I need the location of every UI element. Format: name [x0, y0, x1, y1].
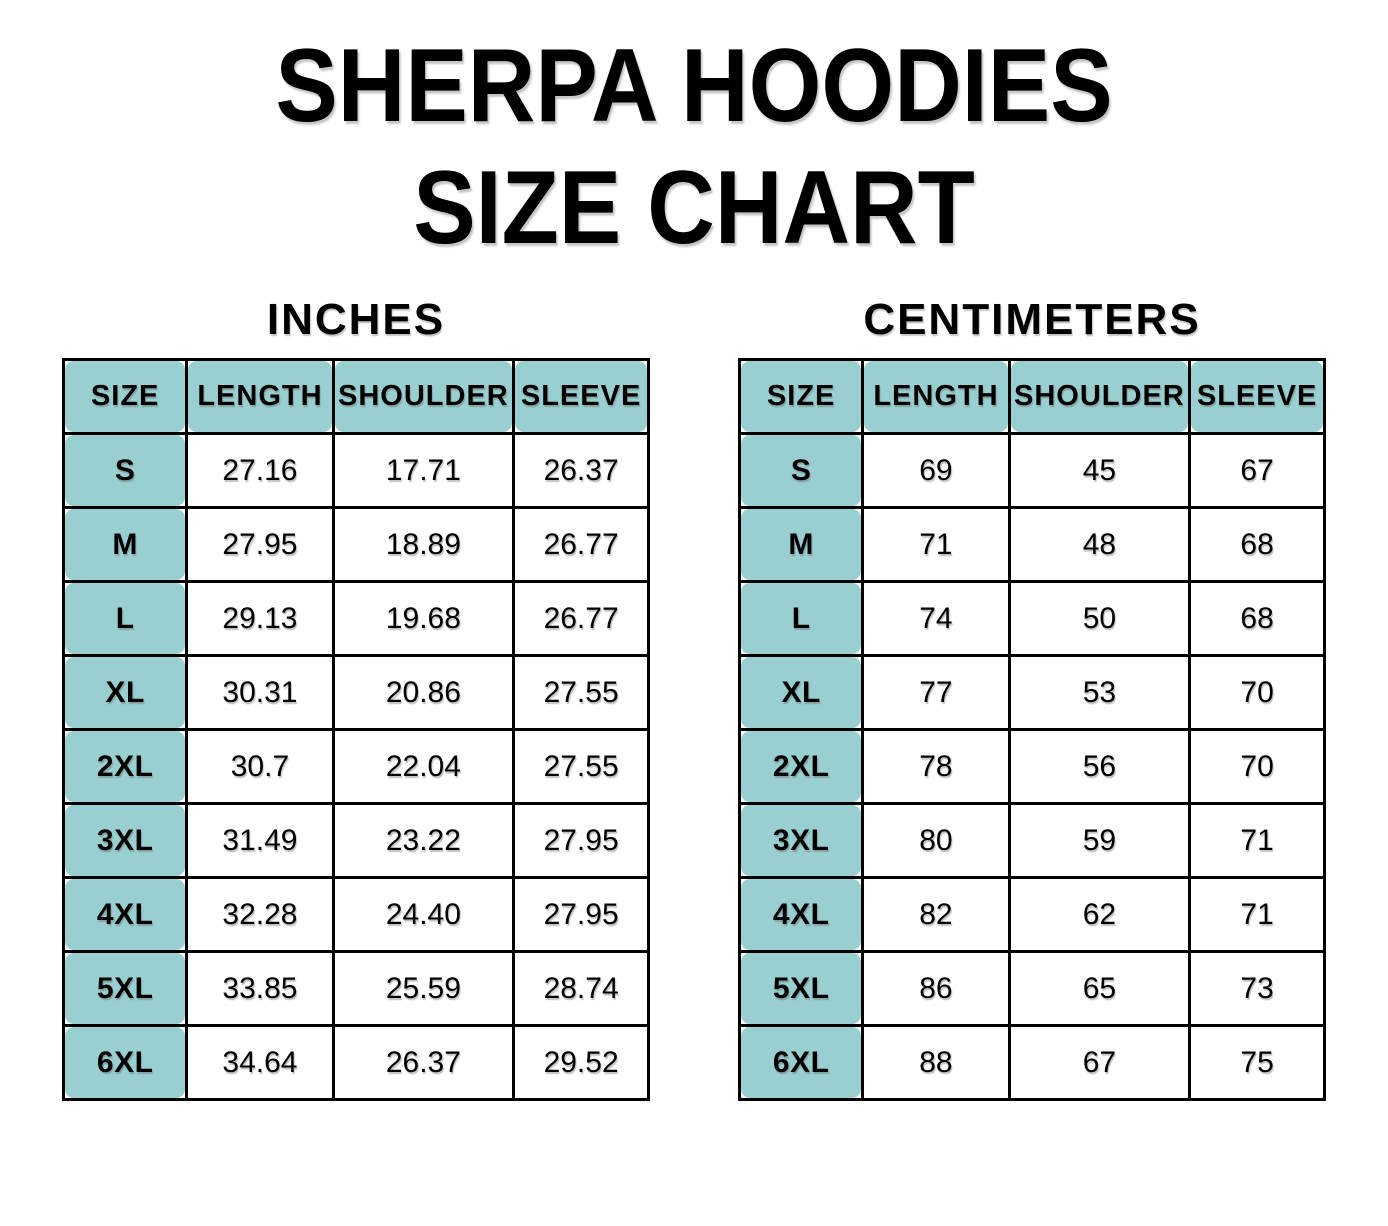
measurement-value: 50 [1082, 601, 1117, 635]
measurement-cell [1190, 1026, 1325, 1100]
measurement-cell [187, 730, 333, 804]
table-row [64, 730, 649, 804]
measurement-value: 26.77 [543, 601, 619, 635]
measurement-value: 29.13 [222, 601, 298, 635]
size-label: 6XL [96, 1045, 154, 1079]
size-label: 3XL [772, 823, 830, 857]
column-header-label: SHOULDER [338, 380, 509, 413]
size-label: L [115, 601, 135, 635]
table-row [740, 730, 1325, 804]
measurement-value: 48 [1082, 527, 1117, 561]
inches-table-section [62, 295, 650, 1101]
measurement-value: 22.04 [385, 749, 461, 783]
measurement-value: 68 [1240, 527, 1274, 561]
measurement-value: 45 [1082, 453, 1117, 487]
measurement-cell [863, 656, 1009, 730]
measurement-cell [863, 508, 1009, 582]
column-header-sleeve [514, 360, 649, 434]
table-row [740, 1026, 1325, 1100]
measurement-value: 27.95 [543, 897, 619, 931]
column-header-label: SIZE [766, 380, 836, 413]
column-header-shoulder [1009, 360, 1190, 434]
table-row [740, 508, 1325, 582]
size-cell [64, 1026, 187, 1100]
table-row [740, 582, 1325, 656]
table-row [740, 656, 1325, 730]
measurement-value: 82 [919, 897, 953, 931]
measurement-value: 71 [919, 527, 953, 561]
measurement-cell [1190, 582, 1325, 656]
size-cell [64, 582, 187, 656]
measurement-cell [514, 434, 649, 508]
column-header-label: SHOULDER [1014, 380, 1185, 413]
measurement-value: 69 [919, 453, 953, 487]
measurement-value: 17.71 [385, 453, 461, 487]
header-row [64, 360, 649, 434]
measurement-cell [1009, 508, 1190, 582]
measurement-cell [333, 952, 514, 1026]
column-header-size [64, 360, 187, 434]
measurement-value: 26.77 [543, 527, 619, 561]
size-cell [64, 434, 187, 508]
column-header-label: LENGTH [197, 380, 323, 413]
measurement-cell [333, 1026, 514, 1100]
measurement-value: 59 [1082, 823, 1117, 857]
measurement-cell [187, 878, 333, 952]
size-label: 3XL [96, 823, 154, 857]
measurement-value: 27.95 [222, 527, 298, 561]
size-label: 5XL [96, 971, 154, 1005]
centimeters-unit-label: CENTIMETERS [863, 295, 1201, 345]
measurement-cell [863, 582, 1009, 656]
measurement-value: 27.16 [222, 453, 298, 487]
measurement-value: 78 [919, 749, 953, 783]
measurement-value: 31.49 [222, 823, 298, 857]
measurement-value: 32.28 [222, 897, 298, 931]
size-cell [64, 804, 187, 878]
header-row [740, 360, 1325, 434]
measurement-value: 71 [1240, 823, 1274, 857]
measurement-cell [863, 878, 1009, 952]
inches-unit-label: INCHES [266, 295, 446, 345]
measurement-value: 26.37 [385, 1045, 461, 1079]
measurement-cell [1190, 434, 1325, 508]
table-row [64, 952, 649, 1026]
measurement-cell [187, 1026, 333, 1100]
table-row [64, 656, 649, 730]
measurement-cell [1009, 730, 1190, 804]
measurement-value: 30.7 [230, 749, 290, 783]
size-cell [740, 582, 863, 656]
measurement-value: 25.59 [385, 971, 461, 1005]
measurement-cell [333, 804, 514, 878]
column-header-shoulder [333, 360, 514, 434]
measurement-value: 74 [919, 601, 953, 635]
size-label: 5XL [772, 971, 830, 1005]
measurement-value: 56 [1082, 749, 1117, 783]
measurement-value: 24.40 [385, 897, 461, 931]
size-cell [740, 804, 863, 878]
measurement-cell [187, 952, 333, 1026]
size-cell [740, 730, 863, 804]
measurement-value: 70 [1240, 749, 1274, 783]
table-row [740, 804, 1325, 878]
size-cell [64, 952, 187, 1026]
measurement-cell [1190, 952, 1325, 1026]
measurement-cell [1009, 878, 1190, 952]
measurement-cell [1009, 656, 1190, 730]
measurement-value: 75 [1240, 1045, 1274, 1079]
page-title-line1: SHERPA HOODIES [275, 28, 1113, 144]
measurement-cell [1190, 730, 1325, 804]
measurement-cell [863, 804, 1009, 878]
column-header-label: SIZE [90, 380, 160, 413]
measurement-cell [514, 1026, 649, 1100]
size-label: L [791, 601, 811, 635]
measurement-cell [514, 656, 649, 730]
measurement-cell [863, 1026, 1009, 1100]
measurement-cell [187, 656, 333, 730]
measurement-cell [514, 508, 649, 582]
measurement-cell [187, 508, 333, 582]
measurement-cell [1009, 952, 1190, 1026]
measurement-value: 73 [1240, 971, 1274, 1005]
measurement-value: 67 [1240, 453, 1274, 487]
measurement-value: 68 [1240, 601, 1274, 635]
table-row [64, 878, 649, 952]
size-label: 2XL [772, 749, 830, 783]
size-label: M [112, 527, 138, 561]
table-row [740, 952, 1325, 1026]
measurement-value: 88 [919, 1045, 953, 1079]
tables-row [0, 295, 1388, 1101]
column-header-label: SLEEVE [520, 380, 642, 413]
size-label: 2XL [96, 749, 154, 783]
measurement-value: 80 [919, 823, 953, 857]
centimeters-size-table [738, 358, 1326, 1101]
page-title-line2: SIZE CHART [413, 149, 975, 266]
column-header-length [863, 360, 1009, 434]
measurement-value: 29.52 [543, 1045, 619, 1079]
column-header-label: SLEEVE [1196, 380, 1318, 413]
measurement-value: 27.55 [543, 749, 619, 783]
measurement-cell [1190, 878, 1325, 952]
column-header-sleeve [1190, 360, 1325, 434]
size-label: S [790, 453, 812, 487]
size-chart-page [0, 26, 1388, 1101]
measurement-value: 27.55 [543, 675, 619, 709]
size-cell [740, 434, 863, 508]
measurement-cell [333, 508, 514, 582]
measurement-cell [333, 878, 514, 952]
measurement-value: 34.64 [222, 1045, 298, 1079]
size-label: XL [105, 675, 145, 709]
measurement-cell [1009, 1026, 1190, 1100]
measurement-value: 30.31 [222, 675, 298, 709]
measurement-cell [863, 952, 1009, 1026]
measurement-value: 77 [919, 675, 953, 709]
measurement-cell [333, 656, 514, 730]
size-label: 4XL [772, 897, 830, 931]
measurement-cell [187, 804, 333, 878]
measurement-cell [514, 730, 649, 804]
column-header-length [187, 360, 333, 434]
measurement-cell [333, 434, 514, 508]
measurement-value: 33.85 [222, 971, 298, 1005]
size-label: XL [781, 675, 821, 709]
measurement-cell [1190, 508, 1325, 582]
table-row [64, 434, 649, 508]
measurement-cell [514, 878, 649, 952]
column-header-size [740, 360, 863, 434]
measurement-cell [333, 730, 514, 804]
size-label: 6XL [772, 1045, 830, 1079]
measurement-value: 70 [1240, 675, 1274, 709]
measurement-cell [514, 804, 649, 878]
measurement-cell [514, 952, 649, 1026]
measurement-value: 86 [919, 971, 953, 1005]
measurement-value: 65 [1082, 971, 1117, 1005]
size-cell [64, 730, 187, 804]
page-title [69, 26, 1318, 269]
measurement-cell [187, 434, 333, 508]
column-header-label: LENGTH [873, 380, 999, 413]
size-cell [740, 656, 863, 730]
size-cell [740, 878, 863, 952]
measurement-cell [1009, 434, 1190, 508]
measurement-cell [514, 582, 649, 656]
measurement-value: 67 [1082, 1045, 1117, 1079]
measurement-value: 18.89 [385, 527, 461, 561]
measurement-cell [187, 582, 333, 656]
table-row [64, 804, 649, 878]
size-cell [740, 952, 863, 1026]
centimeters-table-section [738, 295, 1326, 1101]
measurement-value: 71 [1240, 897, 1274, 931]
table-row [64, 582, 649, 656]
size-cell [740, 508, 863, 582]
size-label: M [788, 527, 814, 561]
inches-size-table [62, 358, 650, 1101]
measurement-value: 20.86 [385, 675, 461, 709]
measurement-value: 62 [1082, 897, 1117, 931]
measurement-value: 23.22 [385, 823, 461, 857]
size-label: 4XL [96, 897, 154, 931]
measurement-cell [863, 434, 1009, 508]
measurement-cell [1009, 582, 1190, 656]
size-label: S [114, 453, 136, 487]
measurement-value: 26.37 [543, 453, 619, 487]
measurement-cell [1190, 656, 1325, 730]
size-cell [740, 1026, 863, 1100]
measurement-cell [863, 730, 1009, 804]
size-cell [64, 656, 187, 730]
measurement-value: 19.68 [385, 601, 461, 635]
size-cell [64, 508, 187, 582]
measurement-value: 53 [1082, 675, 1117, 709]
table-row [64, 508, 649, 582]
measurement-cell [1009, 804, 1190, 878]
table-row [740, 878, 1325, 952]
measurement-value: 27.95 [543, 823, 619, 857]
table-row [740, 434, 1325, 508]
table-row [64, 1026, 649, 1100]
measurement-cell [1190, 804, 1325, 878]
measurement-cell [333, 582, 514, 656]
measurement-value: 28.74 [543, 971, 619, 1005]
size-cell [64, 878, 187, 952]
